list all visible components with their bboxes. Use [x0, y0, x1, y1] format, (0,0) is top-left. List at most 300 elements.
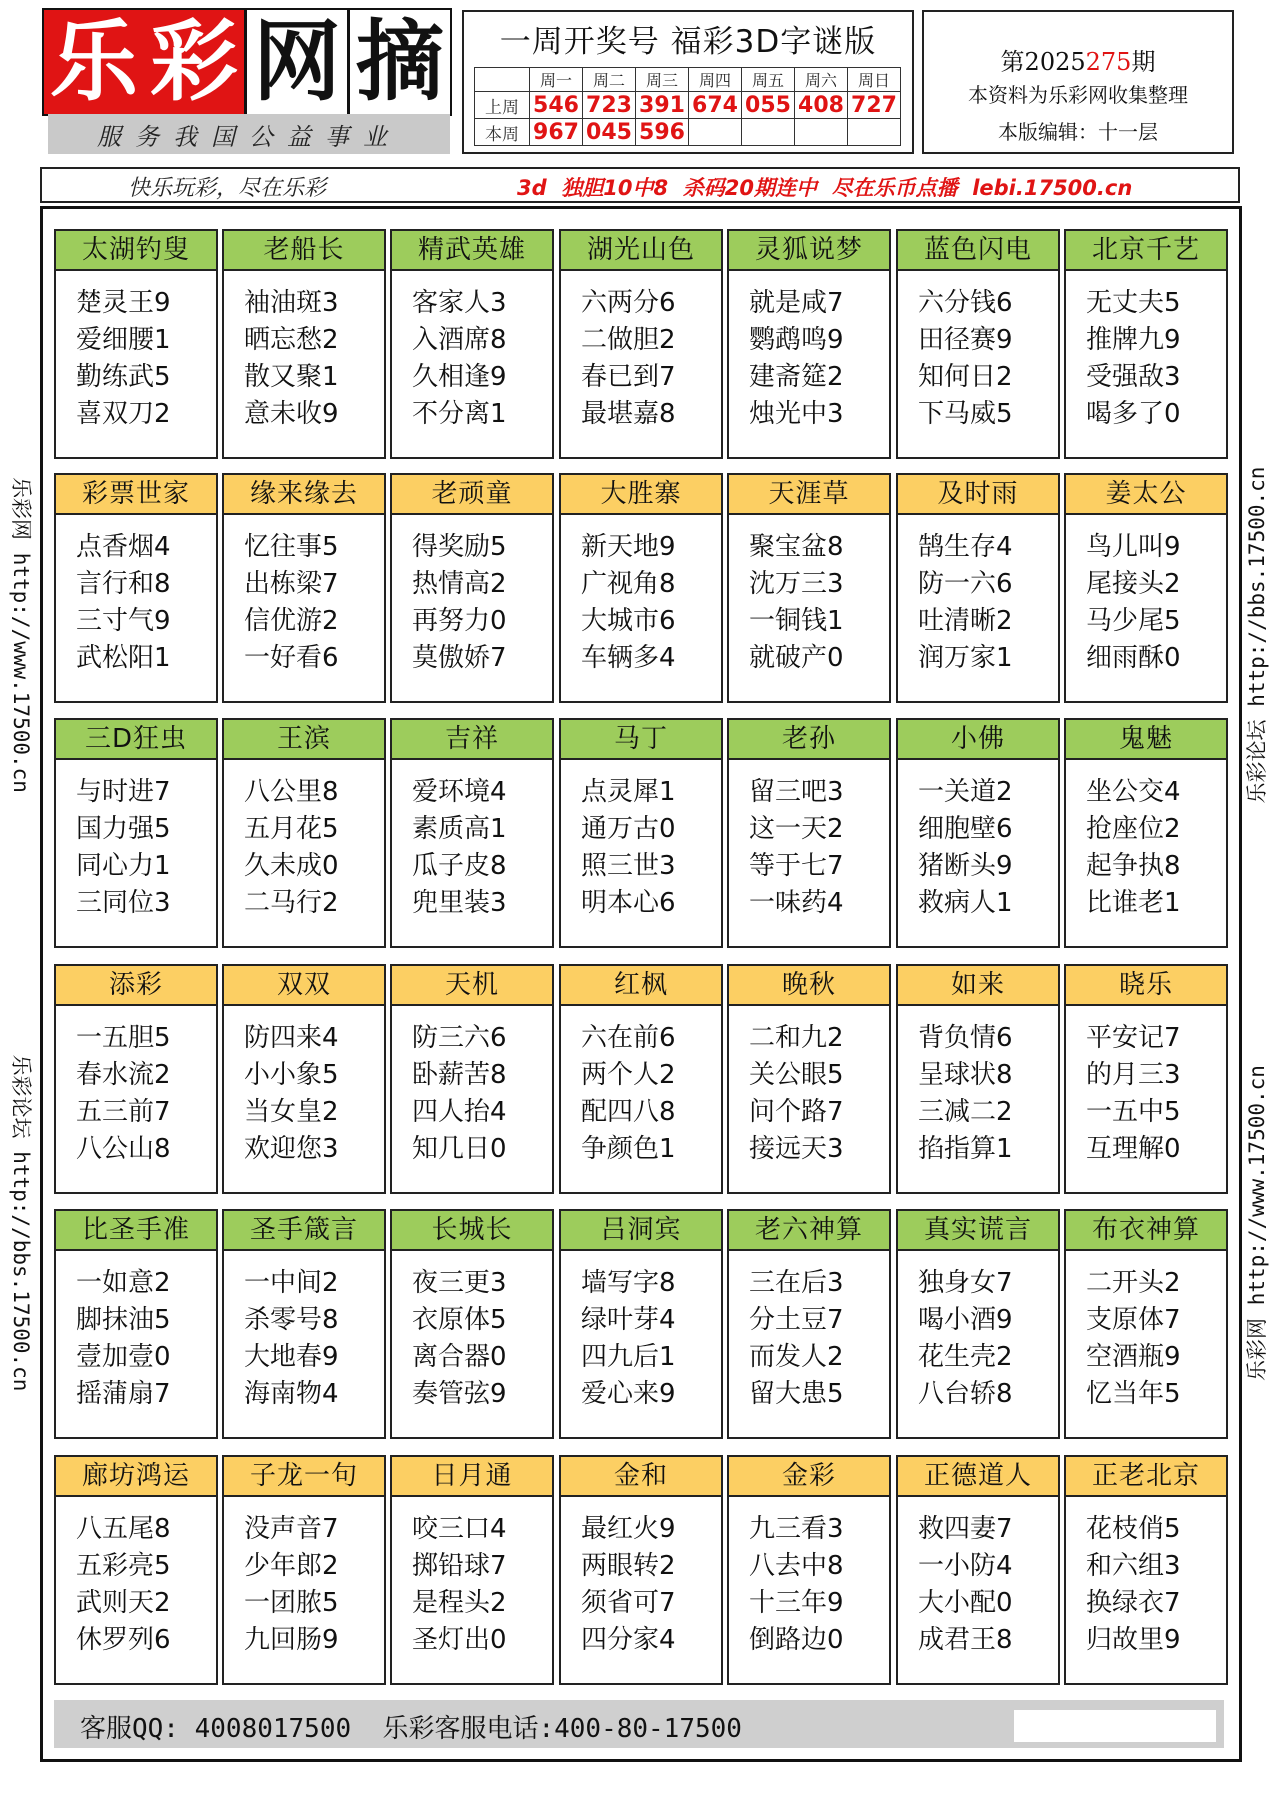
draw-number: 546: [530, 92, 583, 119]
puzzle-line: 起争执8: [1086, 851, 1181, 881]
puzzle-card: [1064, 1455, 1228, 1685]
puzzle-line: 出栋梁7: [244, 569, 339, 599]
puzzle-line: 六在前6: [581, 1023, 676, 1053]
author-name: 双双: [224, 966, 384, 1006]
author-name: 布衣神算: [1066, 1211, 1226, 1251]
puzzle-line: 防四来4: [244, 1023, 339, 1053]
puzzle-line: 细雨酥0: [1086, 643, 1181, 673]
puzzle-card: [727, 229, 891, 459]
puzzle-line: 兜里装3: [412, 888, 507, 918]
puzzle-lines: [56, 515, 216, 677]
puzzle-line: 留三吧3: [749, 777, 844, 807]
puzzle-line: 下马威5: [918, 399, 1013, 429]
draw-results-box: [462, 10, 914, 154]
puzzle-line: 欢迎您3: [244, 1134, 339, 1164]
puzzle-lines: [224, 515, 384, 677]
puzzle-line: 晒忘愁2: [244, 325, 339, 355]
author-name: 小佛: [898, 720, 1058, 760]
puzzle-line: 休罗列6: [76, 1625, 171, 1655]
puzzle-card: [222, 964, 386, 1194]
puzzle-line: 花生壳2: [918, 1342, 1013, 1372]
weekday-header: 周四: [689, 68, 742, 92]
puzzle-line: 喜双刀2: [76, 399, 171, 429]
puzzle-line: 同心力1: [76, 851, 171, 881]
puzzle-line: 就是咸7: [749, 288, 844, 318]
puzzle-line: 新天地9: [581, 532, 676, 562]
puzzle-line: 武松阳1: [76, 643, 171, 673]
puzzle-line: 大小配0: [918, 1588, 1013, 1618]
puzzle-line: 离合器0: [412, 1342, 507, 1372]
author-name: 天机: [392, 966, 552, 1006]
puzzle-line: 国力强5: [76, 814, 171, 844]
puzzle-line: 接远天3: [749, 1134, 844, 1164]
side-link-left-top[interactable]: 乐彩网 http://www.17500.cn: [9, 477, 33, 793]
puzzle-card: [390, 1455, 554, 1685]
puzzle-line: 吐清晰2: [918, 606, 1013, 636]
puzzle-lines: [898, 760, 1058, 922]
puzzle-line: 这一天2: [749, 814, 844, 844]
puzzle-line: 衣原体5: [412, 1305, 507, 1335]
puzzle-line: 三寸气9: [76, 606, 171, 636]
author-name: 大胜寨: [561, 475, 721, 515]
author-name: 老顽童: [392, 475, 552, 515]
author-name: 如来: [898, 966, 1058, 1006]
author-name: 吕洞宾: [561, 1211, 721, 1251]
puzzle-card: [896, 229, 1060, 459]
puzzle-lines: [224, 271, 384, 433]
puzzle-line: 散又聚1: [244, 362, 339, 392]
author-name: 子龙一句: [224, 1457, 384, 1497]
puzzle-line: 六分钱6: [918, 288, 1013, 318]
puzzle-line: 须省可7: [581, 1588, 676, 1618]
puzzle-line: 意未收9: [244, 399, 339, 429]
puzzle-lines: [729, 1251, 889, 1413]
puzzle-line: 杀零号8: [244, 1305, 339, 1335]
puzzle-lines: [1066, 1006, 1226, 1168]
puzzle-line: 一味药4: [749, 888, 844, 918]
puzzle-line: 再努力0: [412, 606, 507, 636]
puzzle-line: 脚抹油5: [76, 1305, 171, 1335]
puzzle-card: [727, 1209, 891, 1439]
puzzle-line: 掐指算1: [918, 1134, 1013, 1164]
puzzle-line: 而发人2: [749, 1342, 844, 1372]
puzzle-line: 墙写字8: [581, 1268, 676, 1298]
author-name: 缘来缘去: [224, 475, 384, 515]
puzzle-line: 归故里9: [1086, 1625, 1181, 1655]
puzzle-line: 马少尾5: [1086, 606, 1181, 636]
puzzle-lines: [392, 1497, 552, 1659]
puzzle-line: 平安记7: [1086, 1023, 1181, 1053]
puzzle-line: 热情高2: [412, 569, 507, 599]
puzzle-line: 武则天2: [76, 1588, 171, 1618]
weekday-header: 周日: [848, 68, 901, 92]
logo-char-3: 网: [244, 10, 347, 114]
puzzle-line: 点灵犀1: [581, 777, 676, 807]
puzzle-line: 是程头2: [412, 1588, 507, 1618]
puzzle-lines: [898, 515, 1058, 677]
puzzle-line: 倒路边0: [749, 1625, 844, 1655]
draw-table: [474, 67, 901, 146]
issue-number: 275: [1085, 48, 1132, 76]
puzzle-line: 二做胆2: [581, 325, 676, 355]
puzzle-lines: [1066, 271, 1226, 433]
issue-line: [924, 42, 1232, 77]
puzzle-line: 支原体7: [1086, 1305, 1181, 1335]
puzzle-card: [222, 229, 386, 459]
puzzle-card: [54, 1455, 218, 1685]
puzzle-line: 最堪嘉8: [581, 399, 676, 429]
author-name: 天涯草: [729, 475, 889, 515]
puzzle-lines: [898, 1497, 1058, 1659]
puzzle-line: 鹦鹉鸣9: [749, 325, 844, 355]
puzzle-line: 尾接头2: [1086, 569, 1181, 599]
author-name: 金和: [561, 1457, 721, 1497]
puzzle-lines: [1066, 760, 1226, 922]
author-name: 王滨: [224, 720, 384, 760]
issue-box: [922, 10, 1234, 154]
puzzle-line: 鸟儿叫9: [1086, 532, 1181, 562]
author-name: 圣手箴言: [224, 1211, 384, 1251]
puzzle-line: 五月花5: [244, 814, 339, 844]
puzzle-line: 勤练武5: [76, 362, 171, 392]
draw-number: 723: [583, 92, 636, 119]
puzzle-line: 楚灵王9: [76, 288, 171, 318]
puzzle-line: 换绿衣7: [1086, 1588, 1181, 1618]
puzzle-lines: [1066, 515, 1226, 677]
last-week-label: 上周: [475, 92, 530, 119]
puzzle-line: 八台轿8: [918, 1379, 1013, 1409]
draw-number: 967: [530, 119, 583, 146]
puzzle-lines: [224, 1006, 384, 1168]
puzzle-lines: [56, 1251, 216, 1413]
puzzle-lines: [898, 1006, 1058, 1168]
puzzle-line: 细胞壁6: [918, 814, 1013, 844]
puzzle-lines: [392, 1006, 552, 1168]
puzzle-line: 和六组3: [1086, 1551, 1181, 1581]
puzzle-card: [727, 964, 891, 1194]
puzzle-card: [559, 229, 723, 459]
draw-title: 一周开奖号 福彩3D字谜版: [499, 24, 877, 60]
puzzle-card: [896, 718, 1060, 948]
puzzle-line: 当女皇2: [244, 1097, 339, 1127]
puzzle-line: 海南物4: [244, 1379, 339, 1409]
puzzle-card: [896, 473, 1060, 703]
draw-number: 391: [636, 92, 689, 119]
puzzle-lines: [729, 1497, 889, 1659]
puzzle-line: 一团脓5: [244, 1588, 339, 1618]
puzzle-line: 一如意2: [76, 1268, 171, 1298]
author-name: 鬼魅: [1066, 720, 1226, 760]
puzzle-line: 卧薪苦8: [412, 1060, 507, 1090]
puzzle-lines: [561, 515, 721, 677]
author-name: 彩票世家: [56, 475, 216, 515]
puzzle-line: 四九后1: [581, 1342, 676, 1372]
puzzle-lines: [1066, 1497, 1226, 1659]
puzzle-lines: [56, 1006, 216, 1168]
author-name: 北京千艺: [1066, 231, 1226, 271]
puzzle-line: 春已到7: [581, 362, 676, 392]
puzzle-line: 留大患5: [749, 1379, 844, 1409]
puzzle-line: 空酒瓶9: [1086, 1342, 1181, 1372]
puzzle-line: 久未成0: [244, 851, 339, 881]
puzzle-line: 知几日0: [412, 1134, 507, 1164]
puzzle-row: [54, 1209, 1228, 1437]
puzzle-line: 信优游2: [244, 606, 339, 636]
puzzle-line: 聚宝盆8: [749, 532, 844, 562]
draw-number: 055: [742, 92, 795, 119]
puzzle-line: 爱环境4: [412, 777, 507, 807]
puzzle-card: [727, 1455, 891, 1685]
puzzle-line: 奏管弦9: [412, 1379, 507, 1409]
puzzle-line: 独身女7: [918, 1268, 1013, 1298]
puzzle-lines: [1066, 1251, 1226, 1413]
puzzle-line: 六两分6: [581, 288, 676, 318]
puzzle-line: 配四八8: [581, 1097, 676, 1127]
puzzle-line: 三减二2: [918, 1097, 1013, 1127]
puzzle-line: 等于七7: [749, 851, 844, 881]
puzzle-line: 八去中8: [749, 1551, 844, 1581]
puzzle-card: [54, 964, 218, 1194]
puzzle-line: 一五中5: [1086, 1097, 1181, 1127]
author-name: 添彩: [56, 966, 216, 1006]
puzzle-line: 两个人2: [581, 1060, 676, 1090]
puzzle-lines: [392, 760, 552, 922]
puzzle-line: 建斋筵2: [749, 362, 844, 392]
puzzle-card: [54, 473, 218, 703]
puzzle-line: 烛光中3: [749, 399, 844, 429]
author-name: 姜太公: [1066, 475, 1226, 515]
puzzle-line: 瓜子皮8: [412, 851, 507, 881]
author-name: 日月通: [392, 1457, 552, 1497]
logo-char-4: 摘: [347, 10, 450, 114]
logo-slogan: 服务我国公益事业: [48, 114, 450, 154]
draw-number: [795, 119, 848, 146]
puzzle-line: 两眼转2: [581, 1551, 676, 1581]
puzzle-lines: [898, 271, 1058, 433]
puzzle-line: 九三看3: [749, 1514, 844, 1544]
issue-editor: 本版编辑：十一层: [998, 120, 1158, 144]
puzzle-card: [896, 1455, 1060, 1685]
draw-number: 596: [636, 119, 689, 146]
puzzle-card: [222, 718, 386, 948]
puzzle-line: 少年郎2: [244, 1551, 339, 1581]
puzzle-line: 八公山8: [76, 1134, 171, 1164]
puzzle-card: [1064, 229, 1228, 459]
puzzle-line: 圣灯出0: [412, 1625, 507, 1655]
author-name: 马丁: [561, 720, 721, 760]
author-name: 真实谎言: [898, 1211, 1058, 1251]
puzzle-card: [1064, 473, 1228, 703]
puzzle-line: 绿叶芽4: [581, 1305, 676, 1335]
puzzle-line: 不分离1: [412, 399, 507, 429]
puzzle-lines: [561, 1251, 721, 1413]
puzzle-line: 最红火9: [581, 1514, 676, 1544]
draw-number: 408: [795, 92, 848, 119]
puzzle-lines: [224, 760, 384, 922]
puzzle-line: 喝多了0: [1086, 399, 1181, 429]
puzzle-line: 袖油斑3: [244, 288, 339, 318]
footer: [54, 1700, 1224, 1748]
puzzle-line: 明本心6: [581, 888, 676, 918]
author-name: 晚秋: [729, 966, 889, 1006]
puzzle-lines: [392, 515, 552, 677]
puzzle-line: 咬三口4: [412, 1514, 507, 1544]
author-name: 长城长: [392, 1211, 552, 1251]
logo-char-1: 乐: [44, 10, 144, 114]
author-name: 红枫: [561, 966, 721, 1006]
puzzle-line: 夜三更3: [412, 1268, 507, 1298]
weekday-header: 周六: [795, 68, 848, 92]
draw-number: 045: [583, 119, 636, 146]
puzzle-line: 的月三3: [1086, 1060, 1181, 1090]
weekday-header: 周一: [530, 68, 583, 92]
puzzle-line: 推牌九9: [1086, 325, 1181, 355]
puzzle-line: 广视角8: [581, 569, 676, 599]
draw-number: [689, 119, 742, 146]
puzzle-line: 猪断头9: [918, 851, 1013, 881]
puzzle-card: [222, 1455, 386, 1685]
puzzle-line: 救四妻7: [918, 1514, 1013, 1544]
puzzle-line: 沈万三3: [749, 569, 844, 599]
author-name: 湖光山色: [561, 231, 721, 271]
puzzle-line: 言行和8: [76, 569, 171, 599]
puzzle-row: [54, 229, 1228, 457]
puzzle-line: 抢座位2: [1086, 814, 1181, 844]
puzzle-lines: [56, 1497, 216, 1659]
puzzle-line: 二马行2: [244, 888, 339, 918]
puzzle-line: 问个路7: [749, 1097, 844, 1127]
puzzle-line: 摇蒲扇7: [76, 1379, 171, 1409]
puzzle-line: 五彩亮5: [76, 1551, 171, 1581]
draw-number: 727: [848, 92, 901, 119]
puzzle-lines: [224, 1497, 384, 1659]
puzzle-line: 润万家1: [918, 643, 1013, 673]
puzzle-card: [390, 473, 554, 703]
side-link-left-bottom[interactable]: 乐彩论坛 http://bbs.17500.cn: [9, 1054, 33, 1392]
author-name: 廊坊鸿运: [56, 1457, 216, 1497]
puzzle-line: 背负情6: [918, 1023, 1013, 1053]
puzzle-line: 爱心来9: [581, 1379, 676, 1409]
weekday-header: 周三: [636, 68, 689, 92]
puzzle-lines: [898, 1251, 1058, 1413]
puzzle-card: [390, 229, 554, 459]
puzzle-line: 忆当年5: [1086, 1379, 1181, 1409]
puzzle-row: [54, 1455, 1228, 1683]
puzzle-line: 久相逢9: [412, 362, 507, 392]
draw-number: [848, 119, 901, 146]
puzzle-lines: [729, 271, 889, 433]
author-name: 老孙: [729, 720, 889, 760]
puzzle-lines: [729, 760, 889, 922]
puzzle-card: [390, 1209, 554, 1439]
puzzle-line: 成君王8: [918, 1625, 1013, 1655]
puzzle-lines: [56, 271, 216, 433]
puzzle-lines: [729, 515, 889, 677]
author-name: 三D狂虫: [56, 720, 216, 760]
puzzle-line: 花枝俏5: [1086, 1514, 1181, 1544]
puzzle-line: 救病人1: [918, 888, 1013, 918]
author-name: 正德道人: [898, 1457, 1058, 1497]
puzzle-line: 照三世3: [581, 851, 676, 881]
puzzle-line: 与时进7: [76, 777, 171, 807]
puzzle-line: 爱细腰1: [76, 325, 171, 355]
puzzle-line: 车辆多4: [581, 643, 676, 673]
author-name: 灵狐说梦: [729, 231, 889, 271]
issue-prefix: 第2025: [1000, 48, 1086, 76]
puzzle-line: 八公里8: [244, 777, 339, 807]
puzzle-card: [54, 229, 218, 459]
puzzle-lines: [392, 271, 552, 433]
author-name: 老六神算: [729, 1211, 889, 1251]
puzzle-line: 大地春9: [244, 1342, 339, 1372]
author-name: 比圣手准: [56, 1211, 216, 1251]
puzzle-line: 受强敌3: [1086, 362, 1181, 392]
puzzle-line: 二和九2: [749, 1023, 844, 1053]
puzzle-card: [222, 473, 386, 703]
puzzle-lines: [56, 760, 216, 922]
author-name: 老船长: [224, 231, 384, 271]
puzzle-lines: [561, 271, 721, 433]
puzzle-lines: [561, 1006, 721, 1168]
puzzle-line: 分土豆7: [749, 1305, 844, 1335]
puzzle-card: [559, 473, 723, 703]
puzzle-line: 争颜色1: [581, 1134, 676, 1164]
puzzle-card: [559, 964, 723, 1194]
puzzle-line: 客家人3: [412, 288, 507, 318]
puzzle-line: 一小防4: [918, 1551, 1013, 1581]
puzzle-card: [390, 964, 554, 1194]
puzzle-line: 得奖励5: [412, 532, 507, 562]
banner-ad-link[interactable]: 3d 独胆10中8 杀码20期连中 尽在乐币点播 lebi.17500.cn: [517, 176, 1133, 200]
puzzle-lines: [729, 1006, 889, 1168]
author-name: 吉祥: [392, 720, 552, 760]
puzzle-line: 一五胆5: [76, 1023, 171, 1053]
puzzle-card: [896, 964, 1060, 1194]
puzzle-card: [390, 718, 554, 948]
puzzle-line: 无丈夫5: [1086, 288, 1181, 318]
author-name: 正老北京: [1066, 1457, 1226, 1497]
puzzle-line: 三在后3: [749, 1268, 844, 1298]
puzzle-line: 防三六6: [412, 1023, 507, 1053]
puzzle-card: [222, 1209, 386, 1439]
side-link-right-top[interactable]: 乐彩论坛 http://bbs.17500.cn: [1245, 466, 1269, 804]
logo-char-2: 彩: [144, 10, 244, 114]
puzzle-card: [727, 473, 891, 703]
weekday-header: 周二: [583, 68, 636, 92]
puzzle-line: 忆往事5: [244, 532, 339, 562]
puzzle-line: 壹加壹0: [76, 1342, 171, 1372]
puzzle-line: 素质高1: [412, 814, 507, 844]
puzzle-line: 知何日2: [918, 362, 1013, 392]
author-name: 太湖钓叟: [56, 231, 216, 271]
author-name: 及时雨: [898, 475, 1058, 515]
issue-suffix: 期: [1131, 48, 1156, 76]
puzzle-line: 八五尾8: [76, 1514, 171, 1544]
puzzle-line: 互理解0: [1086, 1134, 1181, 1164]
puzzle-line: 比谁老1: [1086, 888, 1181, 918]
puzzle-line: 小小象5: [244, 1060, 339, 1090]
puzzle-line: 一铜钱1: [749, 606, 844, 636]
puzzle-line: 四分家4: [581, 1625, 676, 1655]
puzzle-line: 关公眼5: [749, 1060, 844, 1090]
author-name: 蓝色闪电: [898, 231, 1058, 271]
puzzle-line: 入酒席8: [412, 325, 507, 355]
puzzle-line: 四人抬4: [412, 1097, 507, 1127]
puzzle-line: 鹄生存4: [918, 532, 1013, 562]
side-link-right-bottom[interactable]: 乐彩网 http://www.17500.cn: [1245, 1065, 1269, 1381]
puzzle-line: 一好看6: [244, 643, 339, 673]
author-name: 金彩: [729, 1457, 889, 1497]
